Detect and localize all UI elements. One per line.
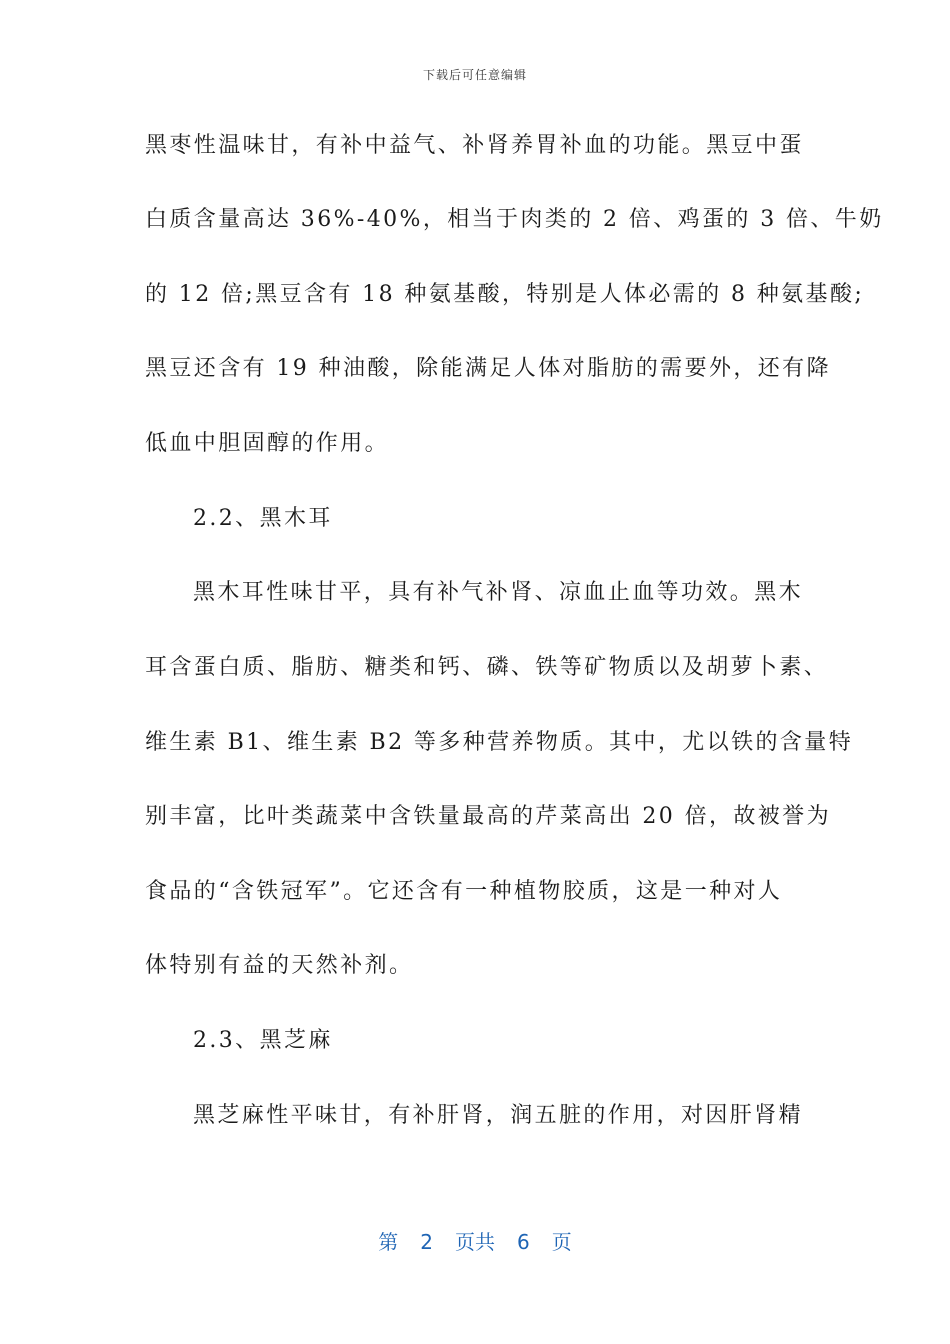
footer-prefix: 第 [378, 1230, 399, 1254]
footer-suffix: 页 [551, 1230, 572, 1254]
footer-total-pages: 6 [517, 1230, 530, 1254]
paragraph-line: 的 12 倍;黑豆含有 18 种氨基酸，特别是人体必需的 8 种氨基酸; [145, 282, 865, 307]
footer-middle: 页共 [455, 1230, 495, 1254]
section-heading-black-sesame: 2.3、黑芝麻 [193, 1028, 333, 1053]
footer-current-page: 2 [420, 1230, 433, 1254]
paragraph-line: 黑豆还含有 19 种油酸，除能满足人体对脂肪的需要外，还有降 [145, 356, 831, 381]
section-heading-black-fungus: 2.2、黑木耳 [193, 506, 333, 531]
paragraph-line: 白质含量高达 36%-40%，相当于肉类的 2 倍、鸡蛋的 3 倍、牛奶 [145, 207, 884, 232]
paragraph-line: 维生素 B1、维生素 B2 等多种营养物质。其中，尤以铁的含量特 [145, 730, 854, 755]
paragraph-line: 体特别有益的天然补剂。 [145, 953, 414, 978]
page-header: 下载后可任意编辑 [422, 68, 527, 82]
paragraph-line: 黑木耳性味甘平，具有补气补肾、凉血止血等功效。黑木 [193, 580, 804, 605]
paragraph-line: 耳含蛋白质、脂肪、糖类和钙、磷、铁等矿物质以及胡萝卜素、 [145, 655, 829, 680]
paragraph-line: 黑枣性温味甘，有补中益气、补肾养胃补血的功能。黑豆中蛋 [145, 133, 804, 158]
page-footer [0, 1226, 950, 1255]
paragraph-line: 别丰富，比叶类蔬菜中含铁量最高的芹菜高出 20 倍，故被誉为 [145, 804, 831, 829]
paragraph-line: 食品的“含铁冠军”。它还含有一种植物胶质，这是一种对人 [145, 879, 783, 904]
paragraph-line: 黑芝麻性平味甘，有补肝肾，润五脏的作用，对因肝肾精 [193, 1103, 804, 1128]
paragraph-line: 低血中胆固醇的作用。 [145, 431, 390, 456]
